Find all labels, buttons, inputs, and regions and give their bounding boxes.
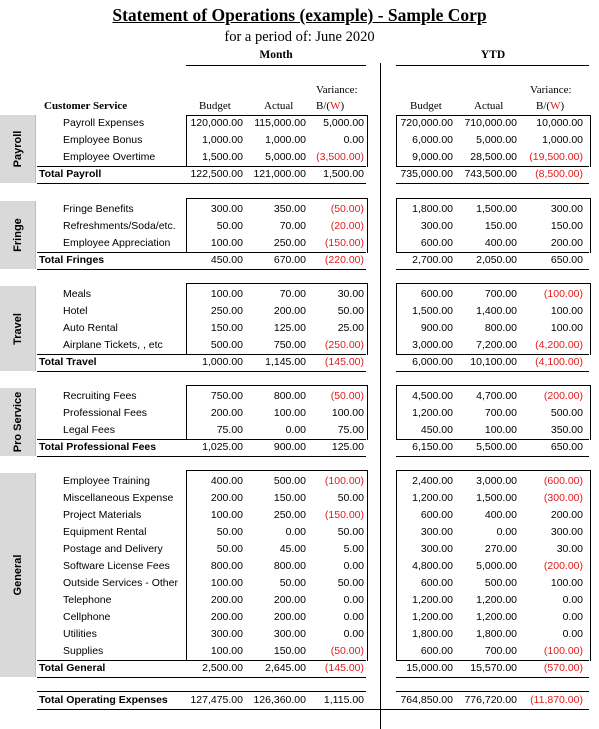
y-var-cell: (600.00) (543, 475, 583, 487)
table-row (0, 320, 599, 337)
m-var-cell: 25.00 (337, 322, 364, 334)
m-var-cell: (150.00) (324, 509, 364, 521)
table-row (0, 626, 599, 643)
y-actual-cell: 700.00 (484, 407, 517, 419)
ytd-variance-header: Variance: (530, 84, 572, 96)
total-row (0, 252, 599, 269)
total-row (0, 439, 599, 456)
m-var-cell: 0.00 (343, 594, 364, 606)
total-row (0, 166, 599, 183)
y-var-cell: (200.00) (543, 560, 583, 572)
table-row (0, 473, 599, 490)
m-budget-cell: 100.00 (210, 237, 243, 249)
m-actual-cell: 45.00 (279, 543, 306, 555)
y-var-cell: 100.00 (550, 322, 583, 334)
total-label: Total Operating Expenses (39, 694, 168, 706)
month-budget-header: Budget (199, 100, 231, 112)
m-var-cell: 0.00 (343, 560, 364, 572)
table-row (0, 149, 599, 166)
y-budget-cell: 1,500.00 (412, 305, 453, 317)
line-item-label: Meals (63, 288, 92, 300)
table-row (0, 388, 599, 405)
line-item-label: Utilities (63, 628, 97, 640)
y-var-cell: (200.00) (543, 390, 583, 402)
m-actual-cell: 900.00 (273, 441, 306, 453)
y-budget-cell: 600.00 (420, 645, 453, 657)
y-actual-cell: 7,200.00 (476, 339, 517, 351)
total-bottom-rule (396, 183, 589, 184)
m-actual-cell: 250.00 (273, 237, 306, 249)
m-budget-cell: 100.00 (210, 645, 243, 657)
m-var-cell: 50.00 (337, 526, 364, 538)
ytd-budget-header: Budget (410, 100, 442, 112)
m-budget-cell: 200.00 (210, 594, 243, 606)
line-item-label: Supplies (63, 645, 104, 657)
m-budget-cell: 750.00 (210, 390, 243, 402)
y-budget-cell: 4,500.00 (412, 390, 453, 402)
total-bottom-rule (396, 269, 589, 270)
y-var-cell: 300.00 (550, 203, 583, 215)
y-actual-cell: 5,500.00 (476, 441, 517, 453)
m-budget-cell: 300.00 (210, 628, 243, 640)
y-var-cell: 650.00 (550, 254, 583, 266)
m-actual-cell: 126,360.00 (253, 694, 306, 706)
line-item-label: Professional Fees (63, 407, 148, 419)
y-var-cell: 30.00 (556, 543, 583, 555)
table-row (0, 541, 599, 558)
section-name: Pro Service (11, 391, 24, 453)
m-budget-cell: 50.00 (216, 543, 243, 555)
y-budget-cell: 600.00 (420, 577, 453, 589)
y-actual-cell: 400.00 (484, 237, 517, 249)
line-item-label: Postage and Delivery (63, 543, 163, 555)
m-actual-cell: 100.00 (273, 407, 306, 419)
m-actual-cell: 200.00 (273, 305, 306, 317)
y-actual-cell: 150.00 (484, 220, 517, 232)
m-var-cell: 0.00 (343, 134, 364, 146)
y-var-cell: (300.00) (543, 492, 583, 504)
m-var-cell: (220.00) (324, 254, 364, 266)
y-budget-cell: 2,400.00 (412, 475, 453, 487)
m-actual-cell: 1,000.00 (265, 134, 306, 146)
y-var-cell: (8,500.00) (535, 168, 583, 180)
m-budget-cell: 1,000.00 (202, 134, 243, 146)
y-budget-cell: 764,850.00 (400, 694, 453, 706)
m-var-cell: 100.00 (331, 407, 364, 419)
m-actual-cell: 500.00 (273, 475, 306, 487)
m-budget-cell: 1,025.00 (202, 441, 243, 453)
y-actual-cell: 776,720.00 (464, 694, 517, 706)
statement-title: Statement of Operations (example) - Sample Corp (112, 5, 487, 25)
m-budget-cell: 450.00 (210, 254, 243, 266)
y-actual-cell: 270.00 (484, 543, 517, 555)
m-var-cell: (145.00) (324, 356, 364, 368)
section-name: General (11, 554, 24, 596)
m-actual-cell: 0.00 (285, 526, 306, 538)
line-item-label: Employee Appreciation (63, 237, 171, 249)
y-var-cell: 10,000.00 (536, 117, 583, 129)
line-item-label: Employee Bonus (63, 134, 143, 146)
total-bottom-rule (37, 456, 366, 457)
table-row (0, 115, 599, 132)
y-actual-cell: 710,000.00 (464, 117, 517, 129)
line-item-label: Cellphone (63, 611, 111, 623)
y-actual-cell: 1,400.00 (476, 305, 517, 317)
m-budget-cell: 75.00 (216, 424, 243, 436)
m-actual-cell: 150.00 (273, 492, 306, 504)
m-actual-cell: 250.00 (273, 509, 306, 521)
y-actual-cell: 28,500.00 (470, 151, 517, 163)
m-var-cell: 1,500.00 (323, 168, 364, 180)
m-var-cell: 75.00 (337, 424, 364, 436)
line-item-label: Project Materials (63, 509, 142, 521)
table-row (0, 132, 599, 149)
m-var-cell: 30.00 (337, 288, 364, 300)
y-budget-cell: 600.00 (420, 288, 453, 300)
y-budget-cell: 1,200.00 (412, 611, 453, 623)
line-item-label: Employee Overtime (63, 151, 156, 163)
y-var-cell: 0.00 (562, 611, 583, 623)
grand-total-bottom-rule (37, 709, 589, 710)
y-budget-cell: 300.00 (420, 526, 453, 538)
y-actual-cell: 15,570.00 (470, 662, 517, 674)
month-actual-header: Actual (264, 100, 294, 112)
m-actual-cell: 150.00 (273, 645, 306, 657)
total-bottom-rule (37, 371, 366, 372)
y-var-cell: 650.00 (550, 441, 583, 453)
y-budget-cell: 4,800.00 (412, 560, 453, 572)
table-row (0, 201, 599, 218)
m-var-cell: (145.00) (324, 662, 364, 674)
y-actual-cell: 5,000.00 (476, 134, 517, 146)
y-actual-cell: 1,800.00 (476, 628, 517, 640)
y-actual-cell: 4,700.00 (476, 390, 517, 402)
table-row (0, 592, 599, 609)
m-actual-cell: 750.00 (273, 339, 306, 351)
table-row (0, 507, 599, 524)
y-budget-cell: 3,000.00 (412, 339, 453, 351)
line-item-label: Legal Fees (63, 424, 115, 436)
m-budget-cell: 500.00 (210, 339, 243, 351)
m-var-cell: (100.00) (324, 475, 364, 487)
total-row (0, 660, 599, 677)
customer-service-label: Customer Service (44, 100, 128, 112)
m-budget-cell: 50.00 (216, 526, 243, 538)
section-name: Travel (11, 312, 24, 345)
line-item-label: Payroll Expenses (63, 117, 145, 129)
table-row (0, 490, 599, 507)
table-row (0, 218, 599, 235)
m-budget-cell: 800.00 (210, 560, 243, 572)
m-var-cell: 50.00 (337, 577, 364, 589)
m-budget-cell: 122,500.00 (190, 168, 243, 180)
m-actual-cell: 200.00 (273, 594, 306, 606)
line-item-label: Equipment Rental (63, 526, 147, 538)
month-variance-sub: B/(W) (316, 100, 345, 112)
total-label: Total Payroll (39, 168, 102, 180)
m-budget-cell: 200.00 (210, 611, 243, 623)
y-var-cell: (100.00) (543, 645, 583, 657)
y-actual-cell: 800.00 (484, 322, 517, 334)
y-budget-cell: 720,000.00 (400, 117, 453, 129)
m-var-cell: 50.00 (337, 305, 364, 317)
month-variance-header: Variance: (316, 84, 358, 96)
m-budget-cell: 120,000.00 (190, 117, 243, 129)
section-name: Payroll (11, 130, 24, 168)
m-budget-cell: 50.00 (216, 220, 243, 232)
y-actual-cell: 0.00 (496, 526, 517, 538)
m-budget-cell: 250.00 (210, 305, 243, 317)
y-actual-cell: 700.00 (484, 288, 517, 300)
m-actual-cell: 125.00 (273, 322, 306, 334)
m-var-cell: (50.00) (330, 203, 364, 215)
total-label: Total Fringes (39, 254, 105, 266)
m-actual-cell: 800.00 (273, 560, 306, 572)
m-var-cell: (50.00) (330, 645, 364, 657)
m-budget-cell: 1,500.00 (202, 151, 243, 163)
y-var-cell: (4,200.00) (535, 339, 583, 351)
m-budget-cell: 300.00 (210, 203, 243, 215)
y-budget-cell: 6,000.00 (412, 356, 453, 368)
y-budget-cell: 900.00 (420, 322, 453, 334)
ytd-variance-sub: B/(W) (536, 100, 565, 112)
m-actual-cell: 1,145.00 (265, 356, 306, 368)
table-row (0, 609, 599, 626)
line-item-label: Telephone (63, 594, 112, 606)
m-var-cell: (20.00) (330, 220, 364, 232)
table-row (0, 405, 599, 422)
line-item-label: Miscellaneous Expense (63, 492, 174, 504)
m-budget-cell: 100.00 (210, 577, 243, 589)
line-item-label: Outside Services - Other (63, 577, 178, 589)
grand-total-row (0, 692, 599, 709)
m-var-cell: 50.00 (337, 492, 364, 504)
ytd-label: YTD (480, 49, 506, 61)
y-var-cell: 300.00 (550, 526, 583, 538)
y-var-cell: (4,100.00) (535, 356, 583, 368)
m-var-cell: 125.00 (331, 441, 364, 453)
y-actual-cell: 10,100.00 (470, 356, 517, 368)
line-item-label: Auto Rental (63, 322, 118, 334)
table-row (0, 422, 599, 439)
y-var-cell: 200.00 (550, 509, 583, 521)
m-actual-cell: 670.00 (273, 254, 306, 266)
y-var-cell: 100.00 (550, 305, 583, 317)
table-row (0, 524, 599, 541)
y-actual-cell: 5,000.00 (476, 560, 517, 572)
y-actual-cell: 3,000.00 (476, 475, 517, 487)
y-budget-cell: 9,000.00 (412, 151, 453, 163)
m-budget-cell: 2,500.00 (202, 662, 243, 674)
y-budget-cell: 600.00 (420, 237, 453, 249)
y-actual-cell: 700.00 (484, 645, 517, 657)
y-var-cell: (100.00) (543, 288, 583, 300)
y-var-cell: (11,870.00) (530, 694, 583, 706)
y-actual-cell: 500.00 (484, 577, 517, 589)
y-budget-cell: 1,800.00 (412, 203, 453, 215)
y-budget-cell: 735,000.00 (400, 168, 453, 180)
total-label: Total Professional Fees (39, 441, 157, 453)
m-budget-cell: 127,475.00 (190, 694, 243, 706)
y-var-cell: 0.00 (562, 594, 583, 606)
m-actual-cell: 0.00 (285, 424, 306, 436)
y-actual-cell: 400.00 (484, 509, 517, 521)
y-actual-cell: 100.00 (484, 424, 517, 436)
y-budget-cell: 300.00 (420, 543, 453, 555)
table-row (0, 643, 599, 660)
m-actual-cell: 350.00 (273, 203, 306, 215)
y-var-cell: 0.00 (562, 628, 583, 640)
line-item-label: Fringe Benefits (63, 203, 134, 215)
section-name: Fringe (11, 218, 24, 252)
y-actual-cell: 1,500.00 (476, 492, 517, 504)
m-actual-cell: 70.00 (279, 220, 306, 232)
total-bottom-rule (396, 456, 589, 457)
table-row (0, 575, 599, 592)
y-budget-cell: 6,000.00 (412, 134, 453, 146)
month-header-rule (186, 65, 366, 66)
table-row (0, 337, 599, 354)
m-var-cell: 5.00 (343, 543, 364, 555)
m-actual-cell: 50.00 (279, 577, 306, 589)
total-label: Total General (39, 662, 106, 674)
line-item-label: Hotel (63, 305, 88, 317)
m-budget-cell: 200.00 (210, 407, 243, 419)
m-actual-cell: 121,000.00 (253, 168, 306, 180)
y-budget-cell: 1,200.00 (412, 492, 453, 504)
ytd-actual-header: Actual (474, 100, 504, 112)
y-budget-cell: 1,200.00 (412, 407, 453, 419)
y-var-cell: 1,000.00 (542, 134, 583, 146)
m-actual-cell: 800.00 (273, 390, 306, 402)
table-row (0, 286, 599, 303)
total-bottom-rule (396, 677, 589, 678)
m-budget-cell: 200.00 (210, 492, 243, 504)
line-item-label: Airplane Tickets, , etc (63, 339, 163, 351)
total-bottom-rule (37, 183, 366, 184)
m-var-cell: (250.00) (324, 339, 364, 351)
y-var-cell: (570.00) (543, 662, 583, 674)
m-var-cell: (50.00) (330, 390, 364, 402)
m-actual-cell: 115,000.00 (254, 117, 306, 129)
y-budget-cell: 450.00 (420, 424, 453, 436)
total-row (0, 354, 599, 371)
y-actual-cell: 743,500.00 (464, 168, 517, 180)
line-item-label: Recruiting Fees (63, 390, 137, 402)
y-budget-cell: 1,200.00 (412, 594, 453, 606)
m-actual-cell: 200.00 (273, 611, 306, 623)
table-row (0, 558, 599, 575)
y-budget-cell: 600.00 (420, 509, 453, 521)
line-item-label: Refreshments/Soda/etc. (63, 220, 176, 232)
y-budget-cell: 6,150.00 (412, 441, 453, 453)
m-actual-cell: 70.00 (279, 288, 306, 300)
y-budget-cell: 300.00 (420, 220, 453, 232)
m-var-cell: 1,115.00 (323, 694, 364, 706)
m-budget-cell: 1,000.00 (202, 356, 243, 368)
y-budget-cell: 1,800.00 (412, 628, 453, 640)
m-var-cell: (3,500.00) (316, 151, 364, 163)
line-item-label: Software License Fees (63, 560, 170, 572)
y-var-cell: (19,500.00) (529, 151, 583, 163)
y-var-cell: 150.00 (550, 220, 583, 232)
m-budget-cell: 400.00 (210, 475, 243, 487)
month-label: Month (259, 49, 293, 61)
y-actual-cell: 1,500.00 (476, 203, 517, 215)
y-budget-cell: 15,000.00 (406, 662, 453, 674)
m-actual-cell: 2,645.00 (265, 662, 306, 674)
m-var-cell: (150.00) (324, 237, 364, 249)
m-var-cell: 5,000.00 (323, 117, 364, 129)
y-actual-cell: 1,200.00 (476, 611, 517, 623)
table-row (0, 303, 599, 320)
total-bottom-rule (37, 677, 366, 678)
total-bottom-rule (37, 269, 366, 270)
m-budget-cell: 150.00 (210, 322, 243, 334)
m-actual-cell: 300.00 (273, 628, 306, 640)
table-row (0, 235, 599, 252)
y-actual-cell: 1,200.00 (476, 594, 517, 606)
y-actual-cell: 2,050.00 (476, 254, 517, 266)
y-var-cell: 100.00 (550, 577, 583, 589)
y-budget-cell: 2,700.00 (412, 254, 453, 266)
y-var-cell: 500.00 (550, 407, 583, 419)
statement-subtitle: for a period of: June 2020 (224, 29, 375, 45)
y-var-cell: 200.00 (550, 237, 583, 249)
y-var-cell: 350.00 (550, 424, 583, 436)
ytd-header-rule (396, 65, 589, 66)
m-var-cell: 0.00 (343, 628, 364, 640)
m-budget-cell: 100.00 (210, 509, 243, 521)
m-var-cell: 0.00 (343, 611, 364, 623)
m-budget-cell: 100.00 (210, 288, 243, 300)
total-bottom-rule (396, 371, 589, 372)
m-actual-cell: 5,000.00 (265, 151, 306, 163)
total-label: Total Travel (39, 356, 97, 368)
line-item-label: Employee Training (63, 475, 150, 487)
